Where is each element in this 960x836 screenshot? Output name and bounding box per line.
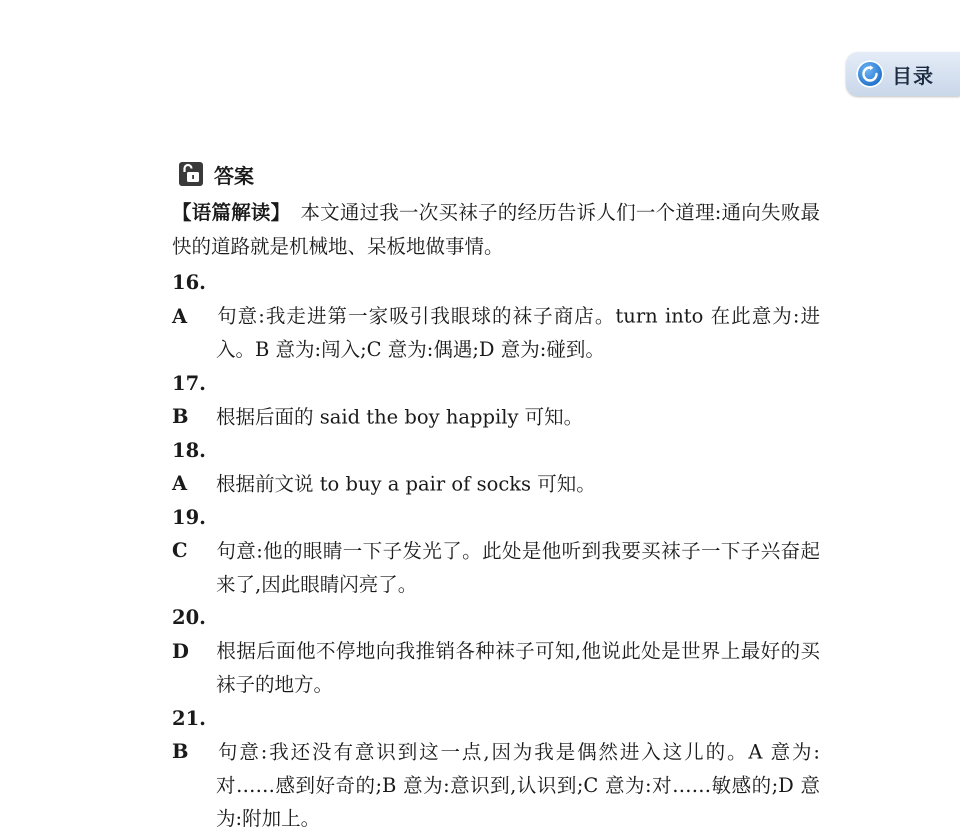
toc-label: 目录 bbox=[892, 63, 934, 88]
unlock-icon bbox=[178, 161, 204, 187]
answer-explanation: 句意:我走进第一家吸引我眼球的袜子商店。turn into 在此意为:进入。B 意为:闯入;C 意为:偶遇;D 意为:碰到。 bbox=[216, 304, 820, 361]
answer-number: 20. D bbox=[172, 606, 206, 663]
answer-item bbox=[172, 601, 820, 702]
answer-explanation: 句意:他的眼睛一下子发光了。此处是他听到我要买袜子一下子兴奋起来了,因此眼睛闪亮了。 bbox=[216, 539, 820, 596]
answer-number: 16. A bbox=[172, 271, 206, 328]
summary-label: 【语篇解读】 bbox=[172, 201, 281, 224]
answer-item bbox=[172, 266, 820, 367]
toc-button[interactable] bbox=[846, 52, 960, 96]
answer-number: 18. A bbox=[172, 438, 206, 495]
answer-explanation: 根据后面他不停地向我推销各种袜子可知,他说此处是世界上最好的买袜子的地方。 bbox=[216, 639, 820, 696]
answer-explanation: 根据后面的 said the boy happily 可知。 bbox=[216, 405, 584, 428]
refresh-icon bbox=[856, 60, 884, 88]
answer-number: 19. C bbox=[172, 505, 206, 562]
answer-number: 17. B bbox=[172, 371, 206, 428]
answer-item bbox=[172, 434, 820, 501]
answer-explanation: 根据前文说 to buy a pair of socks 可知。 bbox=[216, 472, 596, 495]
summary-text: 本文通过我一次买袜子的经历告诉人们一个道理:通向失败最快的道路就是机械地、呆板地做事情。 bbox=[172, 201, 820, 258]
answer-item bbox=[172, 501, 820, 602]
answer-number: 21. B bbox=[172, 706, 206, 763]
answer-item bbox=[172, 702, 820, 836]
reading-summary bbox=[172, 196, 820, 263]
answer-heading bbox=[178, 160, 254, 188]
answer-list bbox=[172, 266, 820, 836]
answer-title: 答案 bbox=[214, 163, 254, 188]
answer-item bbox=[172, 367, 820, 434]
answer-explanation: 句意:我还没有意识到这一点,因为我是偶然进入这儿的。A 意为:对……感到好奇的;B 意为:意识到,认识到;C 意为:对……敏感的;D 意为:附加上。 bbox=[216, 740, 820, 830]
